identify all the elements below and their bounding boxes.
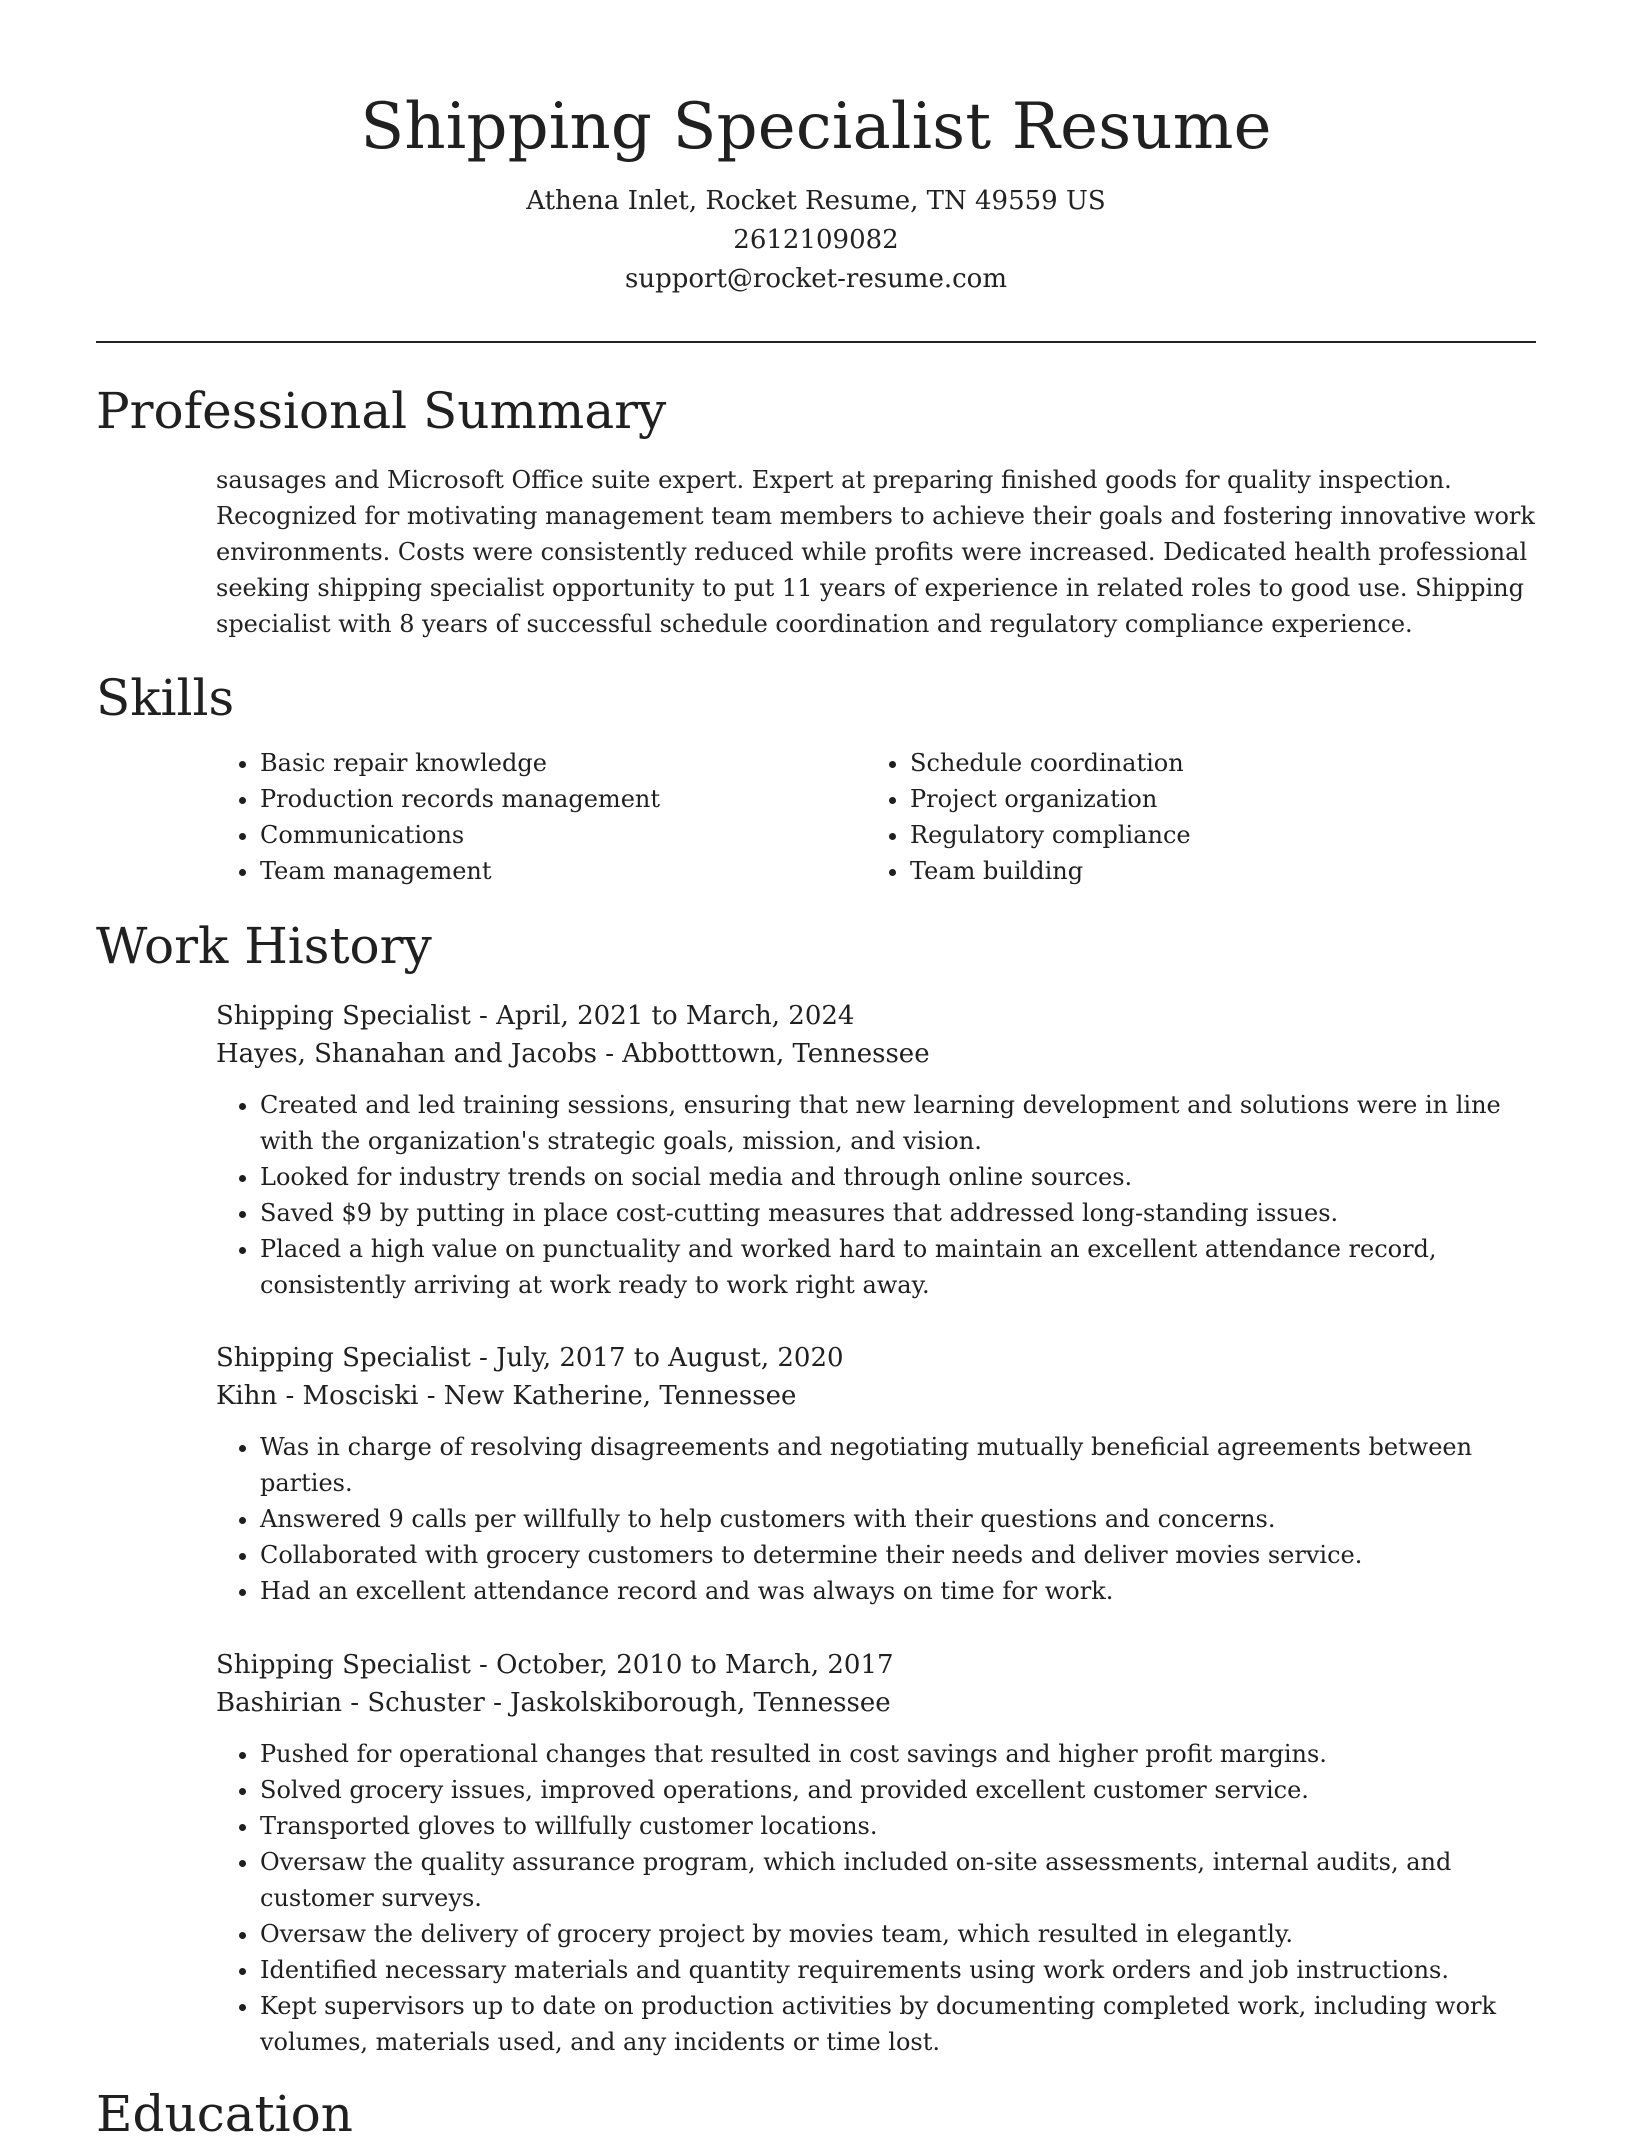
job-company: Hayes, Shanahan and Jacobs [216, 1039, 597, 1069]
job-company: Bashirian - Schuster [216, 1688, 485, 1718]
job-duty-item: • Transported gloves to willfully customer locations. [260, 1808, 1540, 1844]
skill-item: • Basic repair knowledge [260, 745, 866, 781]
header-divider [96, 341, 1536, 343]
job-duty-item: • Was in charge of resolving disagreements and negotiating mutually beneficial agreements between parties. [260, 1429, 1540, 1501]
job-duties [216, 1429, 1540, 1609]
job-duties [216, 1736, 1540, 2060]
job-company-line [216, 1377, 1540, 1415]
job-duty-item: • Solved grocery issues, improved operations, and provided excellent customer service. [260, 1772, 1540, 1808]
work-history-heading: Work History [96, 917, 432, 975]
job-location: - Jaskolskiborough, Tennessee [493, 1688, 891, 1718]
job-location: - New Katherine, Tennessee [426, 1381, 797, 1411]
contact-email: support@rocket-resume.com [624, 264, 1007, 294]
skills-heading: Skills [96, 669, 235, 727]
job-company-line [216, 1684, 1540, 1722]
skill-item: • Team management [260, 853, 866, 889]
education-heading: Education [96, 2085, 353, 2143]
job-duty-item: • Created and led training sessions, ensuring that new learning development and solutions were in line with the organization's strategic goals, mission, and vision. [260, 1087, 1540, 1159]
summary-heading: Professional Summary [96, 382, 667, 440]
job-duty-item: • Pushed for operational changes that resulted in cost savings and higher profit margins. [260, 1736, 1540, 1772]
job-duty-item: • Looked for industry trends on social media and through online sources. [260, 1159, 1540, 1195]
job-dates: - April, 2021 to March, 2024 [479, 1001, 855, 1031]
job-duty-item: • Answered 9 calls per willfully to help customers with their questions and concerns. [260, 1501, 1540, 1537]
job-dates: - October, 2010 to March, 2017 [479, 1650, 894, 1680]
resume-header [0, 82, 1632, 299]
job-duty-item: • Identified necessary materials and quantity requirements using work orders and job instructions. [260, 1952, 1540, 1988]
job-duty-item: • Oversaw the quality assurance program, which included on-site assessments, internal audits, and customer surveys. [260, 1844, 1540, 1916]
job-title-line [216, 997, 1540, 1035]
job-entry-2 [216, 1339, 1540, 1609]
job-company-line [216, 1035, 1540, 1073]
skills-column-left [216, 745, 866, 889]
contact-phone: 2612109082 [733, 225, 899, 255]
job-title-line [216, 1339, 1540, 1377]
resume-title: Shipping Specialist Resume [360, 90, 1272, 164]
skill-item: • Production records management [260, 781, 866, 817]
skill-item: • Schedule coordination [910, 745, 1191, 781]
job-location: - Abbotttown, Tennessee [605, 1039, 930, 1069]
skill-item: • Project organization [910, 781, 1191, 817]
job-duty-item: • Saved $9 by putting in place cost-cutting measures that addressed long-standing issues. [260, 1195, 1540, 1231]
job-duty-item: • Placed a high value on punctuality and worked hard to maintain an excellent attendance record, consistently arriving at work ready to work right away. [260, 1231, 1540, 1303]
job-dates: - July, 2017 to August, 2020 [479, 1343, 844, 1373]
job-entry-1 [216, 997, 1540, 1303]
skill-item: • Team building [910, 853, 1191, 889]
job-title: Shipping Specialist [216, 1650, 471, 1680]
job-duty-item: • Collaborated with grocery customers to determine their needs and deliver movies service. [260, 1537, 1540, 1573]
job-title: Shipping Specialist [216, 1001, 471, 1031]
contact-address: Athena Inlet, Rocket Resume, TN 49559 US [526, 186, 1106, 216]
skill-item: • Communications [260, 817, 866, 853]
job-title: Shipping Specialist [216, 1343, 471, 1373]
job-entry-3 [216, 1646, 1540, 2060]
skills-list [216, 745, 1540, 889]
job-duty-item: • Kept supervisors up to date on production activities by documenting completed work, including work volumes, materials used, and any incidents or time lost. [260, 1988, 1540, 2060]
job-duties [216, 1087, 1540, 1303]
contact-info [0, 182, 1632, 299]
summary-text: sausages and Microsoft Office suite expert. Expert at preparing finished goods for quality inspection. Recognized for motivating management team members to achieve their goals and fostering innovative work environments. Costs were consistently reduced while profits were increased. Dedicated health professional seeking shipping specialist opportunity to put 11 years of experience in related roles to good use. Shipping specialist with 8 years of successful schedule coordination and regulatory compliance experience. [216, 466, 1535, 638]
job-title-line [216, 1646, 1540, 1684]
skill-item: • Regulatory compliance [910, 817, 1191, 853]
job-company: Kihn - Mosciski [216, 1381, 419, 1411]
job-duty-item: • Oversaw the delivery of grocery project by movies team, which resulted in elegantly. [260, 1916, 1540, 1952]
skills-column-right [866, 745, 1191, 889]
job-duty-item: • Had an excellent attendance record and was always on time for work. [260, 1573, 1540, 1609]
